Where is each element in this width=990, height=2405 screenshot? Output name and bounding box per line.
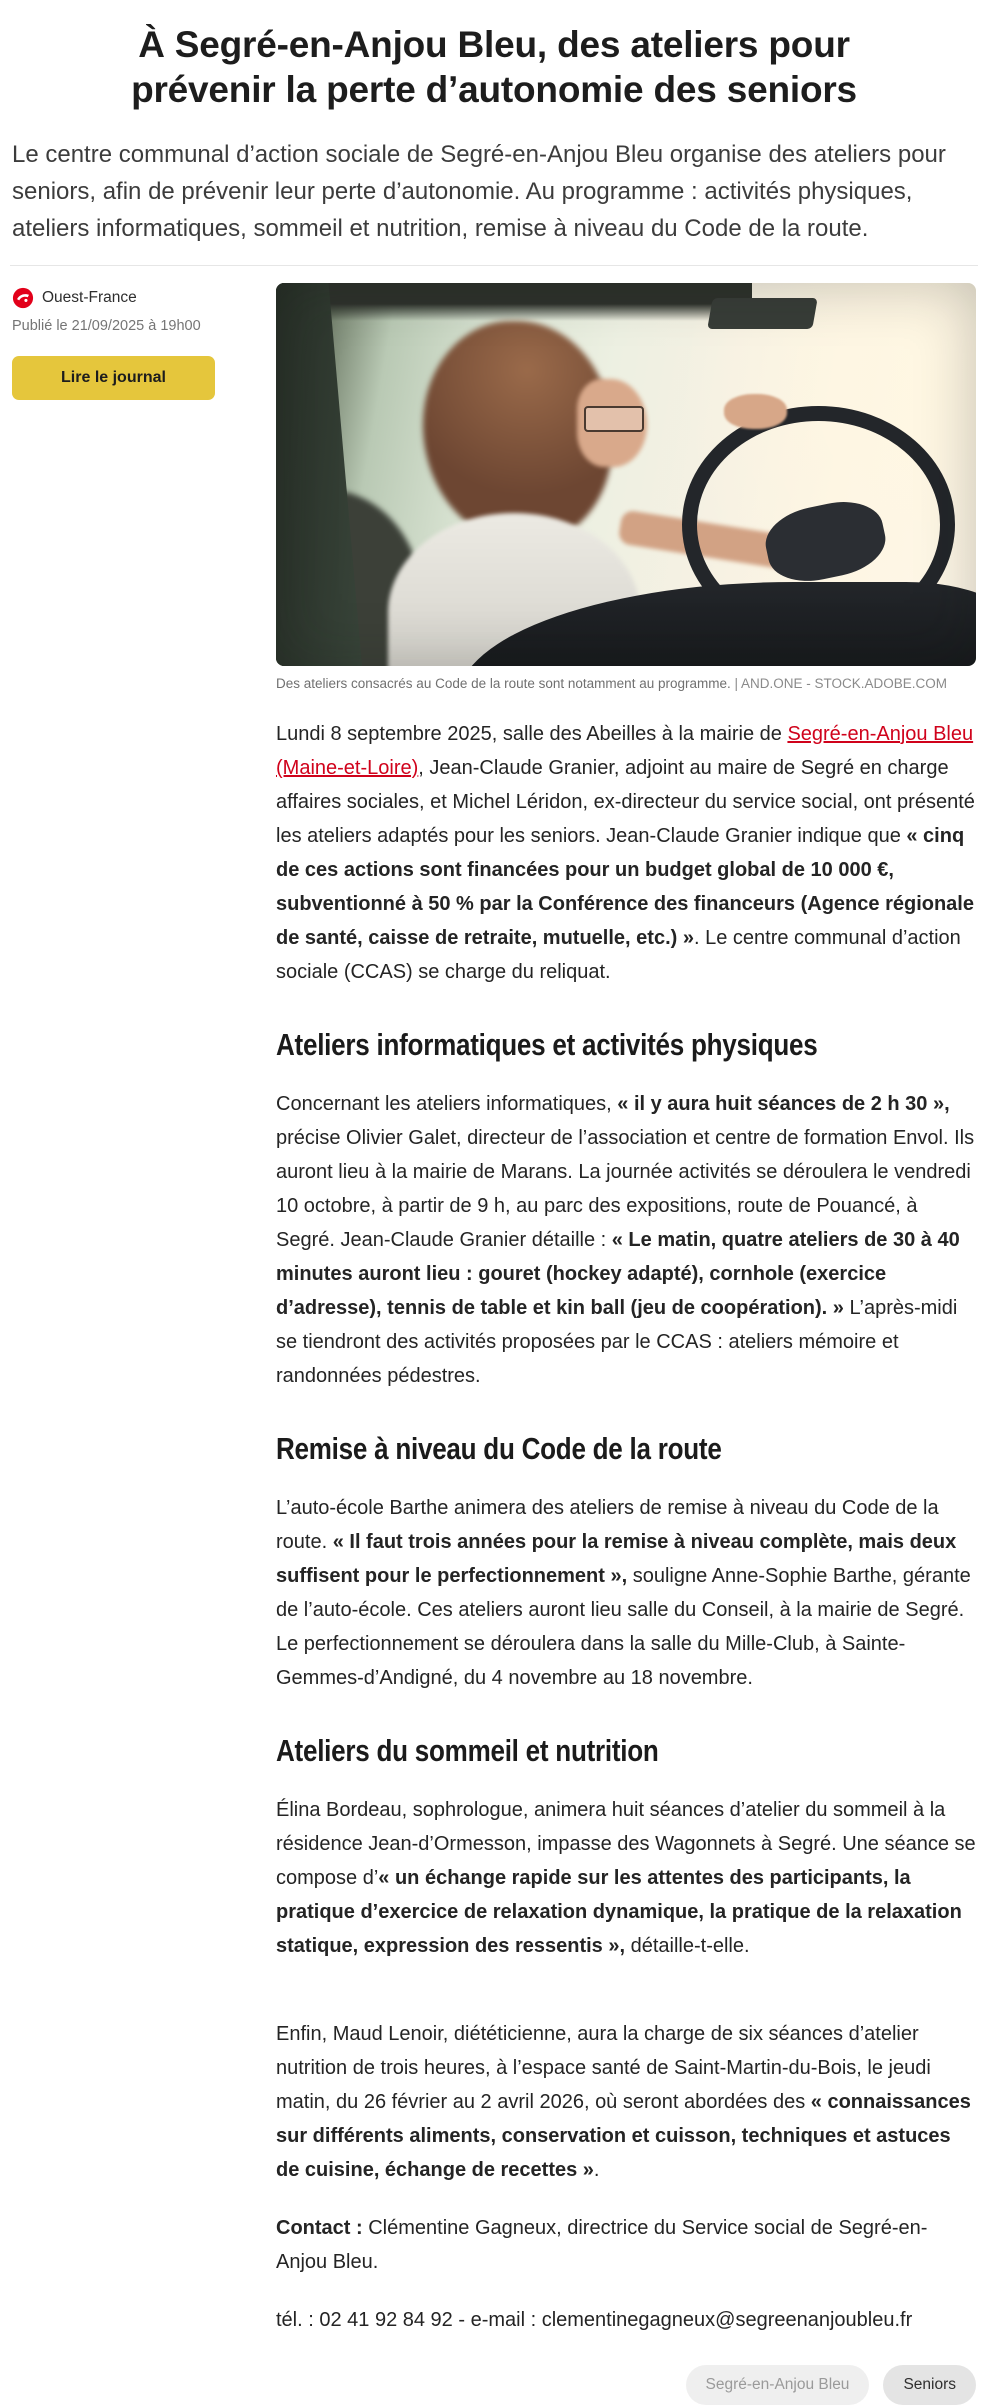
text-run: « Le matin, quatre ateliers de 30 à 40 minutes auront lieu : gouret (hockey adapté), cornhole (exercice d’adresse), tennis de table et kin ball (jeu de coopération). » [276, 1229, 960, 1319]
text-run: L’auto-école Barthe animera des ateliers de remise à niveau du Code de la route. [276, 1497, 939, 1553]
caption-text: Des ateliers consacrés au Code de la route sont notamment au programme. [276, 676, 731, 691]
article-main [276, 283, 976, 2405]
photo-credit-text: | AND.ONE - STOCK.ADOBE.COM [734, 676, 948, 691]
paragraph-tel-email [276, 2303, 976, 2337]
paragraph-sommeil [276, 1793, 976, 1963]
section-heading-sommeil: Ateliers du sommeil et nutrition [276, 1733, 659, 1768]
tag-seniors[interactable]: Seniors [883, 2365, 976, 2405]
photo-vignette [276, 283, 976, 666]
source-name: Ouest-France [42, 289, 137, 306]
paragraph-contact [276, 2211, 976, 2279]
spacer [276, 1963, 976, 1993]
paragraph-informatique [276, 1087, 976, 1393]
section-heading-wrap [276, 1027, 976, 1063]
text-run: détaille-t-elle. [625, 1935, 750, 1957]
text-run: Élina Bordeau, sophrologue, animera huit séances d’atelier du sommeil à la résidence Jean-d’Ormesson, impasse des Wagonnets à Segré. Une séance se compose d’ [276, 1799, 976, 1889]
text-run: « connaissances sur différents aliments, conservation et cuisson, techniques et astuces de cuisine, échange de recettes » [276, 2091, 971, 2181]
text-run: L’après-midi se tiendront des activités proposées par le CCAS : ateliers mémoire et randonnées pédestres. [276, 1297, 958, 1387]
text-run: « Il faut trois années pour la remise à niveau complète, mais deux suffisent pour le perfectionnement », [276, 1531, 957, 1587]
paragraph-intro [276, 717, 976, 989]
article-photo [276, 283, 976, 666]
text-run: « cinq de ces actions sont financées pour un budget global de 10 000 €, subventionné à 50 % par la Conférence des financeurs (Agence régionale de santé, caisse de retraite, mutuelle, etc.) » [276, 825, 974, 949]
text-run: Concernant les ateliers informatiques, [276, 1093, 618, 1115]
byline-sidebar [12, 283, 227, 400]
text-run: . Le centre communal d’action sociale (CCAS) se charge du reliquat. [276, 927, 961, 983]
photo-caption [276, 675, 976, 693]
text-run: précise Olivier Galet, directeur de l’association et centre de formation Envol. Ils auront lieu à la mairie de Marans. La journée activités se déroulera le vendredi 10 octobre, à partir de 9 h, au parc des expositions, route de Pouancé, à Segré. Jean-Claude Granier détaille : [276, 1127, 975, 1251]
article-body [276, 717, 976, 2337]
paragraph-code-route [276, 1491, 976, 1695]
text-run: Contact : [276, 2217, 363, 2239]
text-run: Clémentine Gagneux, directrice du Service social de Segré-en-Anjou Bleu. [276, 2217, 928, 2273]
tag-list [276, 2365, 976, 2405]
section-heading-code-route: Remise à niveau du Code de la route [276, 1431, 722, 1466]
section-heading-wrap [276, 1733, 976, 1769]
section-heading-wrap [276, 1431, 976, 1467]
page-title: À Segré-en-Anjou Bleu, des ateliers pour prévenir la perte d’autonomie des seniors [131, 24, 857, 110]
ouest-france-logo-icon [12, 287, 34, 309]
text-run: « il y aura huit séances de 2 h 30 », [617, 1093, 950, 1115]
article-lead: Le centre communal d’action sociale de Segré-en-Anjou Bleu organise des ateliers pour seniors, afin de prévenir leur perte d’autonomie. Au programme : activités physiques, ateliers informatiques, sommeil et nutrition, remise à niveau du Code de la route. [12, 141, 946, 242]
source-link[interactable] [12, 287, 227, 309]
text-run: souligne Anne-Sophie Barthe, gérante de l’auto-école. Ces ateliers auront lieu salle du Conseil, à la mairie de Segré. Le perfectionnement se déroulera dans la salle du Mille-Club, à Sainte-Gemmes-d’Andigné, du 4 novembre au 18 novembre. [276, 1565, 971, 1689]
tag-segre-en-anjou-bleu[interactable]: Segré-en-Anjou Bleu [686, 2365, 870, 2405]
text-run: . [593, 2159, 600, 2181]
text-run: , Jean-Claude Granier, adjoint au maire de Segré en charge affaires sociales, et Michel Léridon, ex-directeur du service social, ont présenté les ateliers adaptés pour les seniors. Jean-Claude Granier indique que [276, 757, 975, 847]
text-run: Enfin, Maud Lenoir, diététicienne, aura la charge de six séances d’atelier nutrition de trois heures, à l’espace santé de Saint-Martin-du-Bois, le jeudi matin, du 26 février au 2 avril 2026, où seront abordées des [276, 2023, 931, 2113]
read-journal-button[interactable]: Lire le journal [12, 356, 215, 400]
text-run: tél. : 02 41 92 84 92 - e-mail : clementinegagneux@segreenanjoubleu.fr [276, 2309, 913, 2331]
text-run: Lundi 8 septembre 2025, salle des Abeilles à la mairie de [276, 723, 788, 745]
text-run: « un échange rapide sur les attentes des participants, la pratique d’exercice de relaxation dynamique, la pratique de la relaxation statique, expression des ressentis », [276, 1867, 962, 1957]
paragraph-nutrition [276, 2017, 976, 2187]
content-row [12, 266, 976, 2405]
section-heading-informatique: Ateliers informatiques et activités physiques [276, 1027, 818, 1062]
inline-link[interactable]: Segré-en-Anjou Bleu (Maine-et-Loire) [276, 723, 974, 779]
publish-date: Publié le 21/09/2025 à 19h00 [12, 318, 201, 334]
